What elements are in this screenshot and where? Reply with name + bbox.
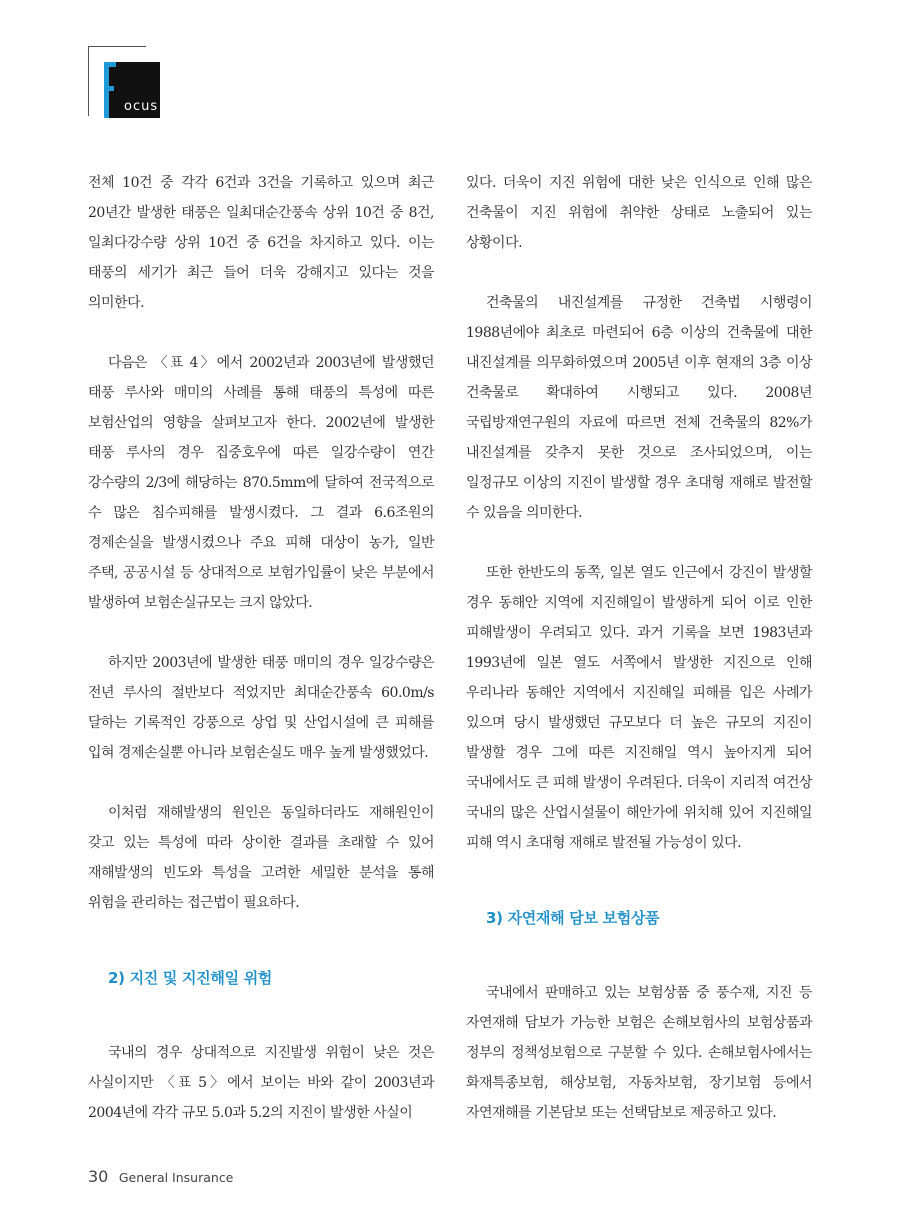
right-column bbox=[466, 168, 812, 1128]
paragraph: 다음은 〈표 4〉에서 2002년과 2003년에 발생했던 태풍 루사와 매미의 사례를 통해 태풍의 특성에 따른 보험산업의 영향을 살펴보고자 한다. 2002년에 발생한 태풍 루사의 경우 집중호우에 따른 일강수량이 연간 강수량의 2/3에 해당하는 870.5mm에 달하여 전국적으로 수 많은 침수피해를 발생시켰다. 그 결과 6.6조원의 경제손실을 발생시켰으나 주요 피해 대상이 농가, 일반 주택, 공공시설 등 상대적으로 보험가입률이 낮은 부분에서 발생하여 보험손실규모는 크지 않았다. bbox=[88, 355, 434, 611]
magazine-name: General Insurance bbox=[118, 1170, 234, 1185]
logo-f-letter bbox=[104, 62, 116, 118]
section-heading: 3) 자연재해 담보 보험상품 bbox=[486, 909, 660, 927]
paragraph: 건축물의 내진설계를 규정한 건축법 시행령이 1988년에야 최초로 마련되어 6층 이상의 건축물에 대한 내진설계를 의무화하였으며 2005년 이후 현재의 3층 이상 건축물로 확대하여 시행되고 있다. 2008년 국립방재연구원의 자료에 따르면 전체 건축물의 82%가 내진설계를 갖추지 못한 것으로 조사되었으며, 이는 일정규모 이상의 지진이 발생할 경우 초대형 재해로 발전할 수 있음을 의미한다. bbox=[466, 295, 812, 521]
focus-logo bbox=[88, 46, 162, 122]
logo-corner-line bbox=[88, 46, 146, 47]
paragraph: 전체 10건 중 각각 6건과 3건을 기록하고 있으며 최근 20년간 발생한 태풍은 일최대순간풍속 상위 10건 중 8건, 일최다강수량 상위 10건 중 6건을 차지하고 있다. 이는 태풍의 세기가 최근 들어 더욱 강해지고 있다는 것을 의미한다. bbox=[88, 175, 434, 311]
logo-text: ocus bbox=[124, 99, 159, 114]
paragraph: 이처럼 재해발생의 원인은 동일하더라도 재해원인이 갖고 있는 특성에 따라 상이한 결과를 초래할 수 있어 재해발생의 빈도와 특성을 고려한 세밀한 분석을 통해 위험을 관리하는 접근법이 필요하다. bbox=[88, 805, 434, 911]
paragraph: 하지만 2003년에 발생한 태풍 매미의 경우 일강수량은 전년 루사의 절반보다 적었지만 최대순간풍속 60.0m/s 달하는 기록적인 강풍으로 상업 및 산업시설에 큰 피해를 입혀 경제손실뿐 아니라 보험손실도 매우 높게 발생했었다. bbox=[88, 655, 434, 761]
paragraph: 있다. 더욱이 지진 위험에 대한 낮은 인식으로 인해 많은 건축물이 지진 위험에 취약한 상태로 노출되어 있는 상황이다. bbox=[466, 175, 812, 251]
logo-corner-line bbox=[88, 46, 89, 116]
paragraph: 국내에서 판매하고 있는 보험상품 중 풍수재, 지진 등 자연재해 담보가 가능한 보험은 손해보험사의 보험상품과 정부의 정책성보험으로 구분할 수 있다. 손해보험사에서는 화재특종보험, 해상보험, 자동차보험, 장기보험 등에서 자연재해를 기본담보 또는 선택담보로 제공하고 있다. bbox=[466, 985, 812, 1121]
paragraph: 또한 한반도의 동쪽, 일본 열도 인근에서 강진이 발생할 경우 동해안 지역에 지진해일이 발생하게 되어 이로 인한 피해발생이 우려되고 있다. 과거 기록을 보면 1983년과 1993년에 일본 열도 서쪽에서 발생한 지진으로 인해 우리나라 동해안 지역에서 지진해일 피해를 입은 사례가 있으며 당시 발생했던 규모보다 더 높은 규모의 지진이 발생할 경우 그에 따른 지진해일 역시 높아지게 되어 국내에서도 큰 피해 발생이 우려된다. 더욱이 지리적 여건상 국내의 많은 산업시설물이 해안가에 위치해 있어 지진해일 피해 역시 초대형 재해로 발전될 가능성이 있다. bbox=[466, 565, 812, 851]
section-heading: 2) 지진 및 지진해일 위험 bbox=[108, 969, 273, 987]
page-footer bbox=[88, 1167, 233, 1186]
paragraph: 국내의 경우 상대적으로 지진발생 위험이 낮은 것은 사실이지만 〈표 5〉에서 보이는 바와 같이 2003년과 2004년에 각각 규모 5.0과 5.2의 지진이 발생한 사실이 bbox=[88, 1045, 434, 1121]
left-column bbox=[88, 168, 434, 1128]
page-number: 30 bbox=[88, 1167, 109, 1186]
